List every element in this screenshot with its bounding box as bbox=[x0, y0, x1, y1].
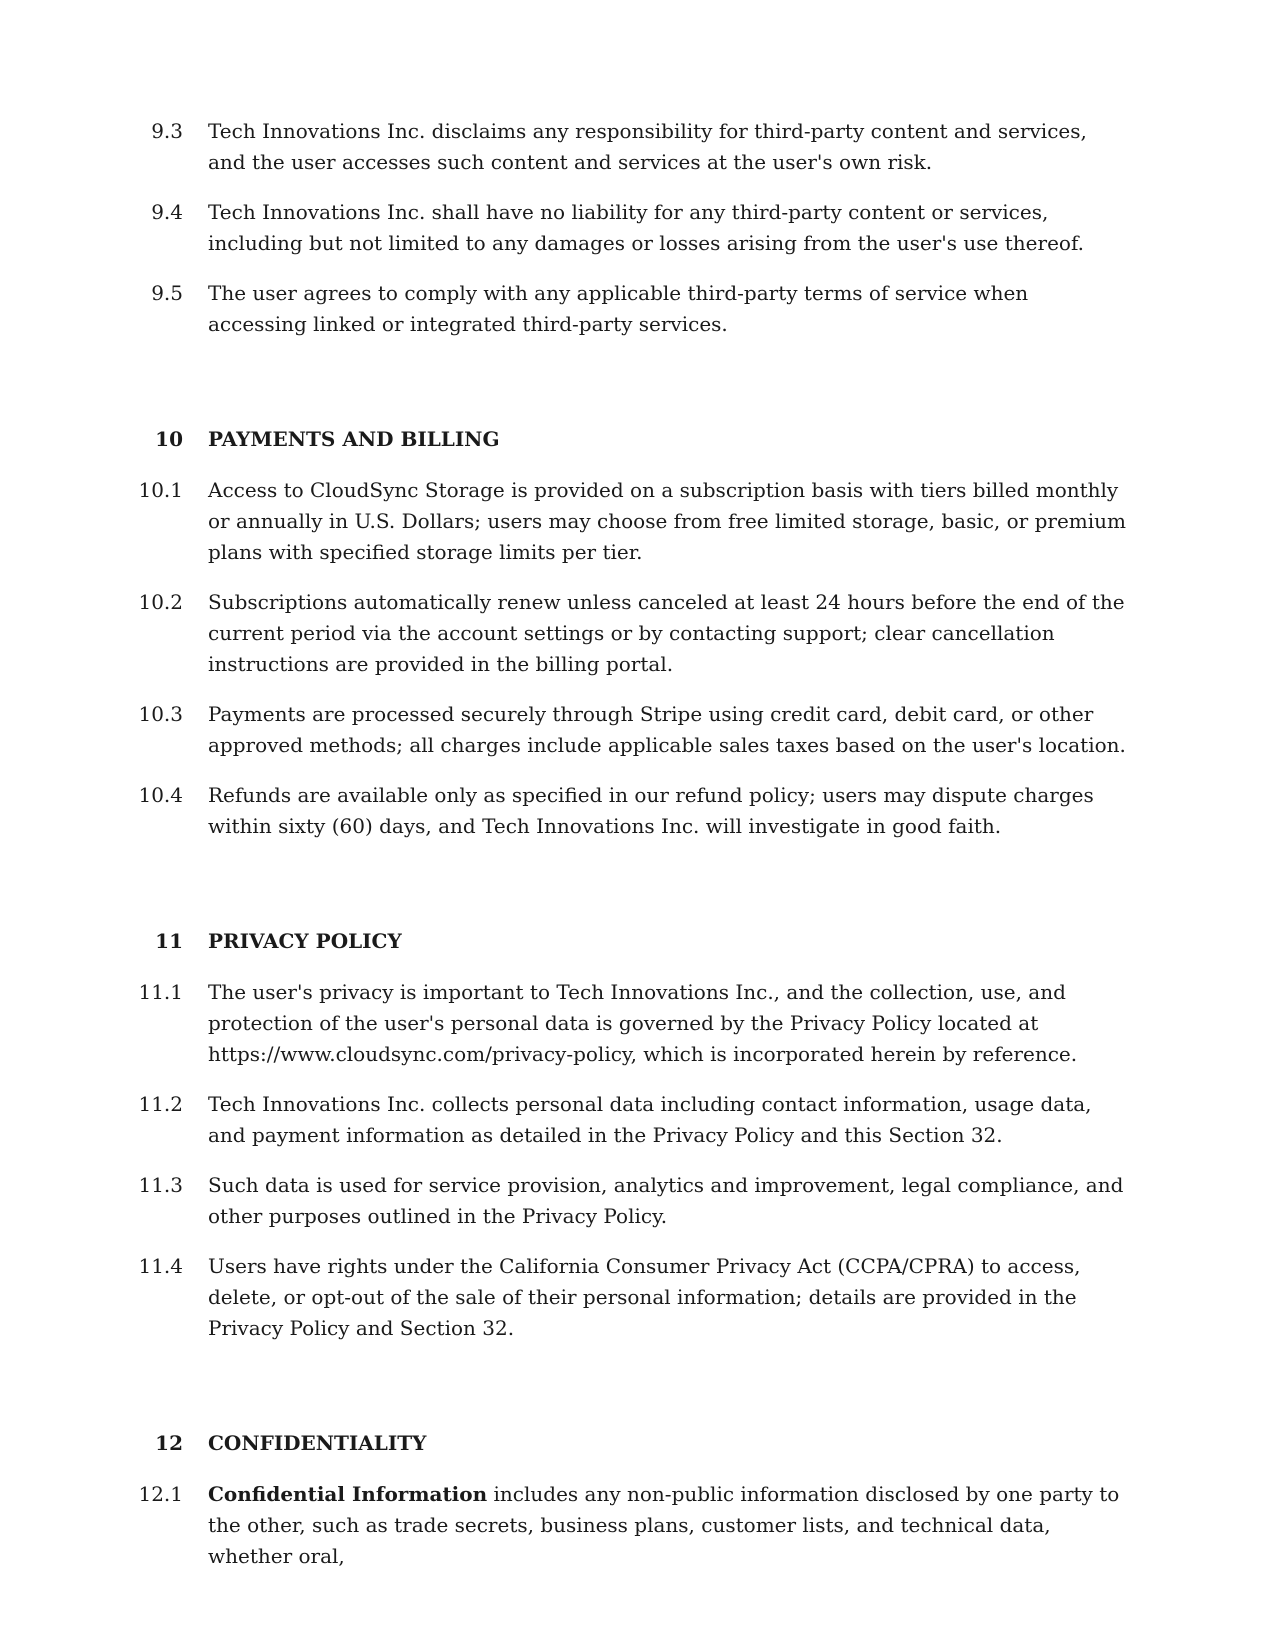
clause-text: Access to CloudSync Storage is provided on a subscription basis with tiers billed monthly or annually in U.S. Dollars; users may choose from free limited storage, basic, or premium plans with specified storage limits per tier. bbox=[208, 478, 1127, 564]
section-heading-12 bbox=[0, 1428, 1275, 1459]
clause-10-3 bbox=[0, 699, 1275, 761]
section-title: PRIVACY POLICY bbox=[208, 929, 402, 953]
clause-10-1 bbox=[0, 475, 1275, 568]
clause-text bbox=[208, 1479, 1128, 1572]
clause-text: Tech Innovations Inc. disclaims any responsibility for third-party content and services, and the user accesses such content and services at the user's own risk. bbox=[208, 119, 1087, 174]
clause-text: Subscriptions automatically renew unless canceled at least 24 hours before the end of the current period via the account settings or by contacting support; clear cancellation instructions are provided in the billing portal. bbox=[208, 590, 1125, 676]
clause-10-2 bbox=[0, 587, 1275, 680]
clause-text: The user's privacy is important to Tech Innovations Inc., and the collection, use, and protection of the user's personal data is governed by the Privacy Policy located at https://www.cloudsync.com/privacy-policy, which is incorporated herein by reference. bbox=[208, 980, 1078, 1066]
clause-10-4 bbox=[0, 780, 1275, 842]
section-number: 11 bbox=[155, 929, 183, 953]
clause-number: 11.3 bbox=[138, 1173, 183, 1197]
clause-text: Payments are processed securely through Stripe using credit card, debit card, or other approved methods; all charges include applicable sales taxes based on the user's location. bbox=[208, 702, 1126, 757]
section-title: PAYMENTS AND BILLING bbox=[208, 427, 500, 451]
clause-11-3 bbox=[0, 1170, 1275, 1232]
clause-number: 11.4 bbox=[138, 1254, 183, 1278]
clause-number: 10.4 bbox=[138, 783, 183, 807]
clause-number: 11.1 bbox=[138, 980, 183, 1004]
section-number: 12 bbox=[155, 1431, 183, 1455]
clause-9-3 bbox=[0, 116, 1275, 178]
section-number: 10 bbox=[155, 427, 183, 451]
clause-number: 9.3 bbox=[151, 119, 183, 143]
defined-term: Confidential Information bbox=[208, 1482, 488, 1506]
clause-11-2 bbox=[0, 1089, 1275, 1151]
clause-text: Refunds are available only as specified in our refund policy; users may dispute charges within sixty (60) days, and Tech Innovations Inc. will investigate in good faith. bbox=[208, 783, 1094, 838]
clause-12-1 bbox=[0, 1479, 1275, 1572]
section-title: CONFIDENTIALITY bbox=[208, 1431, 427, 1455]
clause-9-5 bbox=[0, 278, 1275, 340]
clause-11-4 bbox=[0, 1251, 1275, 1344]
section-heading-11 bbox=[0, 926, 1275, 957]
clause-text: Such data is used for service provision, analytics and improvement, legal compliance, and other purposes outlined in the Privacy Policy. bbox=[208, 1173, 1124, 1228]
clause-text: Tech Innovations Inc. shall have no liability for any third-party content or services, including but not limited to any damages or losses arising from the user's use thereof. bbox=[208, 200, 1084, 255]
clause-number: 9.4 bbox=[151, 200, 183, 224]
clause-text-body: includes any non-public information disclosed by one party to the other, such as trade secrets, business plans, customer lists, and technical data, whether oral, bbox=[208, 1482, 1120, 1568]
clause-11-1 bbox=[0, 977, 1275, 1070]
clause-9-4 bbox=[0, 197, 1275, 259]
clause-text: The user agrees to comply with any applicable third-party terms of service when accessing linked or integrated third-party services. bbox=[208, 281, 1029, 336]
clause-number: 10.1 bbox=[138, 478, 183, 502]
clause-number: 9.5 bbox=[151, 281, 183, 305]
section-heading-10 bbox=[0, 424, 1275, 455]
clause-number: 12.1 bbox=[138, 1482, 183, 1506]
clause-number: 10.2 bbox=[138, 590, 183, 614]
clause-number: 10.3 bbox=[138, 702, 183, 726]
clause-text: Tech Innovations Inc. collects personal data including contact information, usage data, and payment information as detailed in the Privacy Policy and this Section 32. bbox=[208, 1092, 1092, 1147]
clause-number: 11.2 bbox=[138, 1092, 183, 1116]
clause-text: Users have rights under the California Consumer Privacy Act (CCPA/CPRA) to access, delete, or opt-out of the sale of their personal information; details are provided in the Privacy Policy and Section 32. bbox=[208, 1254, 1081, 1340]
